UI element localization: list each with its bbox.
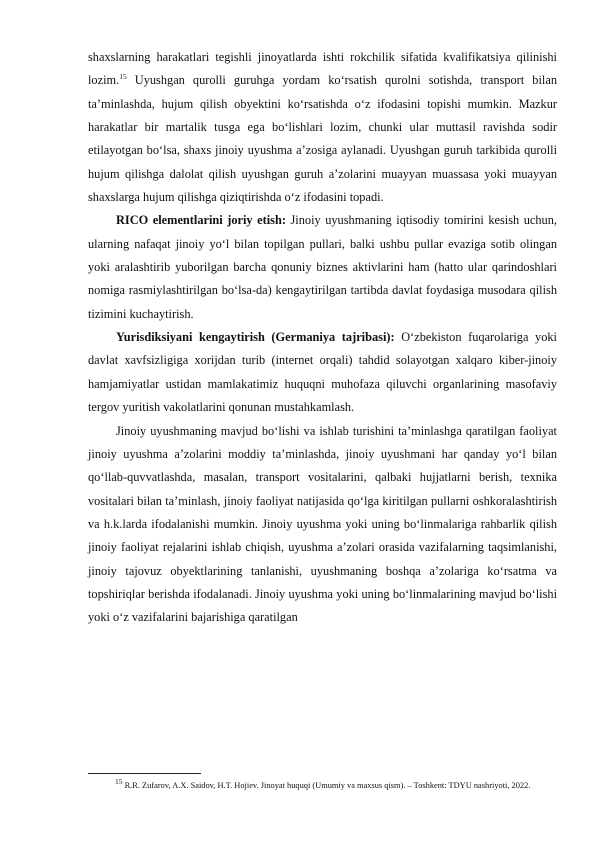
footnote-divider (88, 773, 201, 774)
footnote (88, 777, 557, 796)
footnote-text: R.R. Zufarov, A.X. Saidov, H.T. Hojiev. Jinoyat huquqi (Umumiy va maxsus qism). – Toshkent: TDYU nashriyoti, 2022. (122, 781, 531, 790)
paragraph-rico: RICO elementlarini joriy etish: Jinoiy uyushmaning iqtisodiy tomirini kesish uchun, ularning nafaqat jinoiy yo‘l bilan topilgan pullari, balki ushbu pullar evaziga sotib olingan yoki aralashtirib yuborilgan barcha qonuniy biznes aktivlarini ham (hatto ular qarindoshlari nomiga rasmiylashtirilgan bo‘lsa-da) kengaytirilgan tartibda davlat foydasiga musodara qilish tizimini kuchaytirish. (88, 213, 557, 321)
paragraph-heading: RICO elementlarini joriy etish: (116, 213, 286, 228)
footnote-reference[interactable]: 15 (119, 72, 127, 82)
paragraph-4: Jinoiy uyushmaning mavjud bo‘lishi va ishlab turishini ta’minlashga qaratilgan faoliyat jinoiy uyushma a’zolarini moddiy ta’minlashda, jinoiy uyushmani har qanday yo‘l bilan qo‘llab-quvvatlashda, masalan, transport vositalarini, qalbaki hujjatlarni berish, texnika vositalari bilan ta’minlash, jinoiy faoliyat natijasida qo‘lga kiritilgan pullarni oshkoralashtirish va h.k.larda ifodalanishi mumkin. Jinoiy uyushma yoki uning bo‘linmalariga rahbarlik qilish jinoiy faoliyat rejalarini ishlab chiqish, uyushma a’zolari orasida vazifalarning taqsimlanishi, jinoiy tajovuz obyektlarining tanlanishi, uyushmaning boshqa a’zolariga ko‘rsatma va topshiriqlar berishda ifodalanadi. Jinoiy uyushma yoki uning bo‘linmalarining mavjud bo‘lishi yoki o‘z vazifalarini bajarishiga qaratilgan (88, 423, 557, 625)
body-text (88, 46, 557, 630)
footnote-number: 15 (115, 777, 123, 787)
paragraph-1: shaxslarning harakatlari tegishli jinoyatlarda ishti rokchilik sifatida kvalifikatsiya qilinishi lozim.$^{15}$ Uyushgan qurolli guruhga yordam ko‘rsatish qurolni sotishda, transport bilan ta’minlashda, hujum qilish obyektini ko‘rsatishda o‘z ifodasini topishi mumkin. Mazkur harakatlar bir martalik tusga ega bo‘lishlari lozim, chunki ular muttasil ravishda sodir etilayotgan bo‘lsa, shaxs jinoiy uyushma a’zosiga aylanadi. Uyushgan guruh tarkibida qurolli hujum qilishga dalolat qilish uyushgan guruh a’zolarini muayyan muassasa yoki muayyan shaxslarga hujum qilishga qiziqtirishda o‘z ifodasini topadi. (88, 50, 557, 205)
paragraph-heading: Yurisdiksiyani kengaytirish (Germaniya tajribasi): (116, 330, 395, 345)
paragraph-jurisdiction: Yurisdiksiyani kengaytirish (Germaniya tajribasi): O‘zbekiston fuqarolariga yoki davlat xavfsizligiga xorijdan turib (internet orqali) tahdid solayotgan xalqaro kiber-jinoiy hamjamiyatlar ustidan mamlakatimiz huquqni muhofaza qiluvchi organlarining masofaviy tergov yuritish vakolatlarini qonunan mustahkamlash. (88, 330, 557, 415)
